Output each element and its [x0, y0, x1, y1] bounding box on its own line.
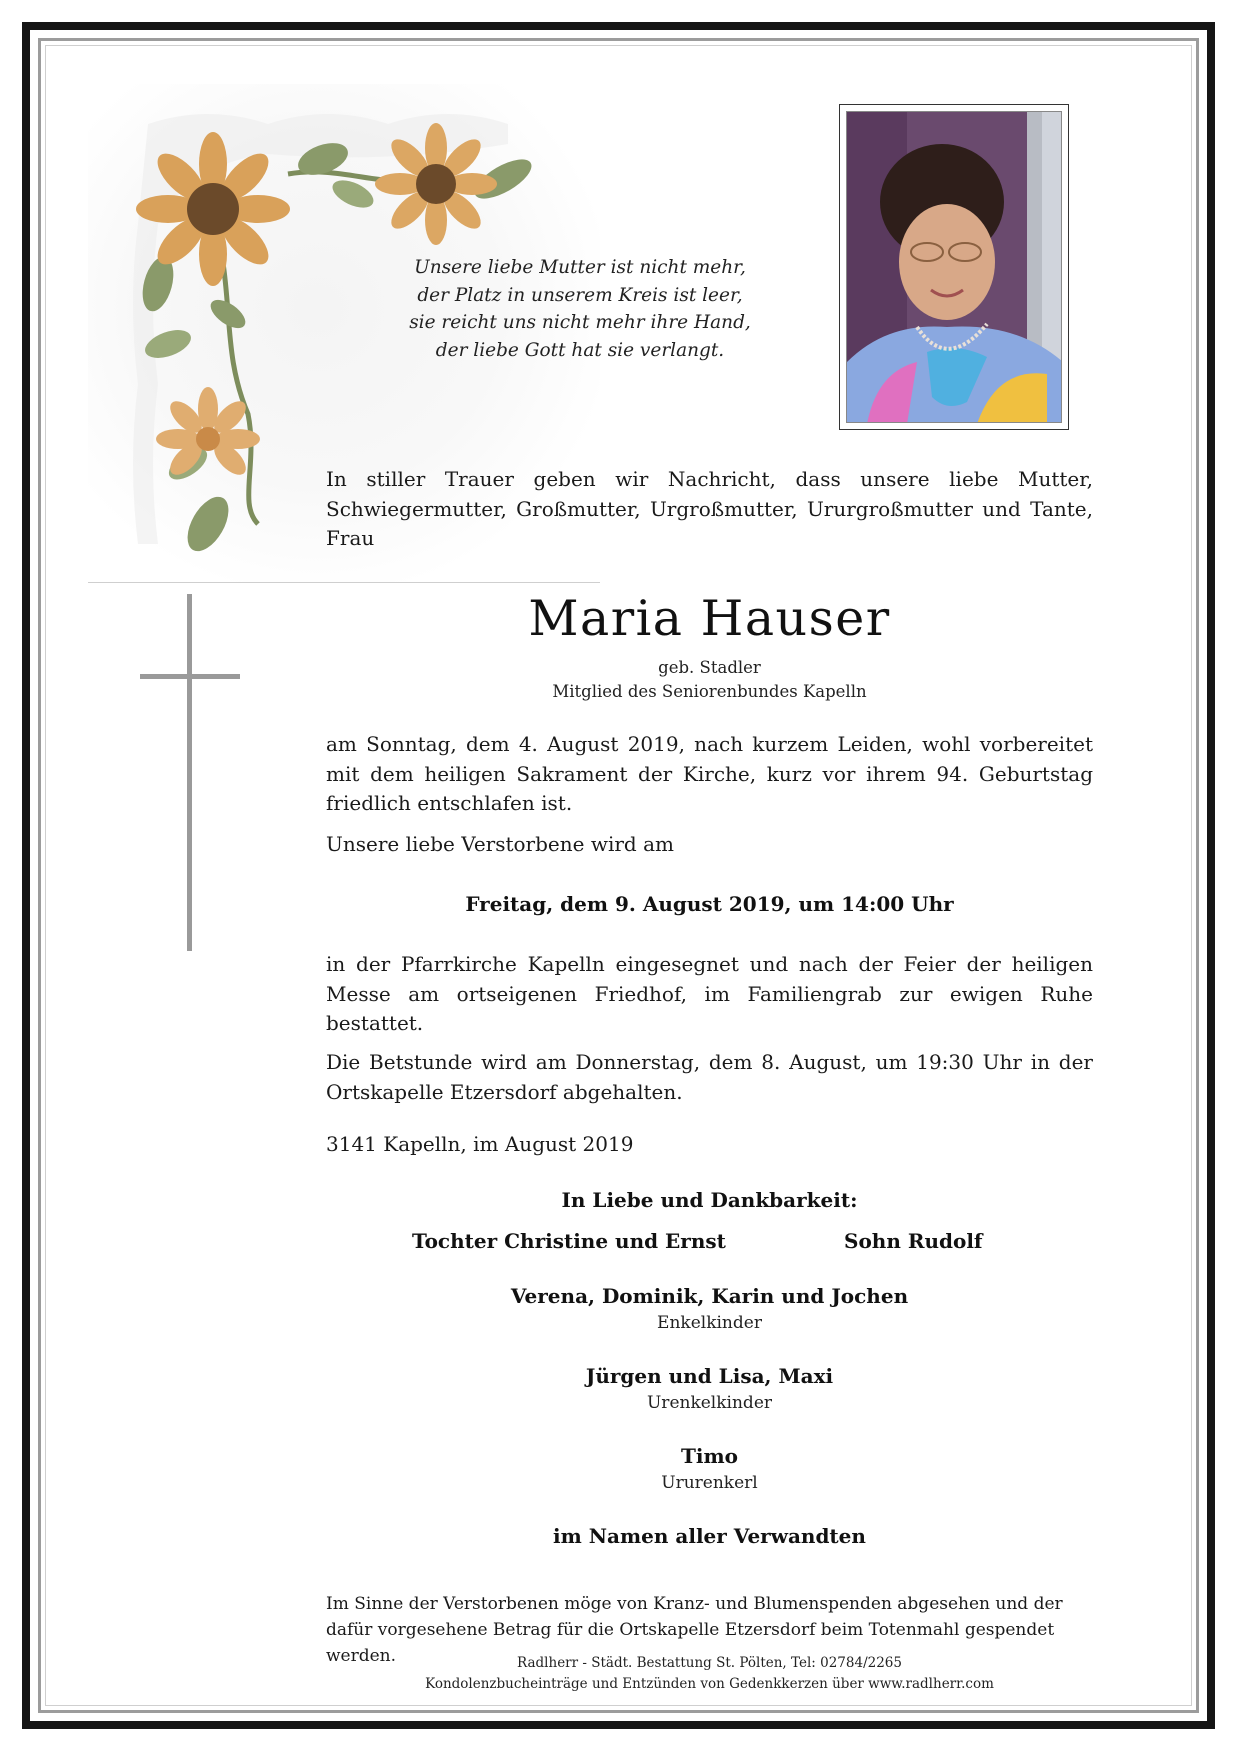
- poem-line: der Platz in unserem Kreis ist leer,: [417, 284, 743, 306]
- great-great-names: Timo: [681, 1444, 738, 1468]
- children-right: Sohn Rudolf: [844, 1229, 983, 1253]
- intro-text: In stiller Trauer geben wir Nachricht, dass unsere liebe Mutter, Schwiegermutter, Großmutter, Urgroßmutter, Ururgroßmutter und Tante, Frau: [326, 467, 1093, 550]
- place-date: 3141 Kapelln, im August 2019: [326, 1132, 634, 1156]
- family-closing: im Namen aller Verwandten: [553, 1524, 866, 1548]
- great-grandchildren-label: Urenkelkinder: [646, 1393, 773, 1413]
- deceased-name: Maria Hauser: [528, 590, 891, 647]
- birth-name: geb. Stadler: [658, 658, 761, 677]
- children-left: Tochter Christine und Ernst: [412, 1229, 726, 1253]
- grandchildren-names: Verena, Dominik, Karin und Jochen: [510, 1284, 909, 1308]
- portrait-photo: [839, 104, 1069, 430]
- poem-line: der liebe Gott hat sie verlangt.: [435, 339, 725, 361]
- poem: [390, 254, 770, 364]
- footer-line-2: Kondolenzbucheinträge und Entzünden von Gedenkkerzen über www.radlherr.com: [425, 1676, 994, 1692]
- great-great-label: Ururenkerl: [661, 1473, 758, 1493]
- grandchildren-label: Enkelkinder: [657, 1313, 762, 1333]
- donation-note: Im Sinne der Verstorbenen möge von Kranz- und Blumenspenden abgesehen und der dafür vorgesehene Betrag für die Ortskapelle Etzersdorf beim Totenmahl gespendet werden.: [326, 1594, 1063, 1666]
- poem-line: Unsere liebe Mutter ist nicht mehr,: [414, 257, 746, 278]
- death-text: am Sonntag, dem 4. August 2019, nach kurzem Leiden, wohl vorbereitet mit dem heiligen Sakrament der Kirche, kurz vor ihrem 94. Geburtstag friedlich entschlafen ist.: [326, 732, 1093, 815]
- portrait-image: [847, 112, 1062, 423]
- prayer-text: Die Betstunde wird am Donnerstag, dem 8. August, um 19:30 Uhr in der Ortskapelle Etzersdorf abgehalten.: [326, 1050, 1093, 1104]
- membership: Mitglied des Seniorenbundes Kapelln: [552, 682, 867, 701]
- family-heading: In Liebe und Dankbarkeit:: [561, 1188, 858, 1212]
- cross-icon: [187, 594, 192, 951]
- divider-line: [88, 582, 600, 583]
- funeral-date: Freitag, dem 9. August 2019, um 14:00 Uhr: [465, 892, 954, 916]
- footer-line-1: Radlherr - Städt. Bestattung St. Pölten, Tel: 02784/2265: [517, 1655, 902, 1671]
- funeral-intro: Unsere liebe Verstorbene wird am: [326, 832, 674, 856]
- funeral-text: in der Pfarrkirche Kapelln eingesegnet und nach der Feier der heiligen Messe am ortseigenen Friedhof, im Familiengrab zur ewigen Ruhe bestattet.: [326, 952, 1093, 1035]
- great-grandchildren-names: Jürgen und Lisa, Maxi: [585, 1364, 834, 1388]
- cross-icon-bar: [140, 674, 240, 679]
- poem-line: sie reicht uns nicht mehr ihre Hand,: [409, 312, 751, 333]
